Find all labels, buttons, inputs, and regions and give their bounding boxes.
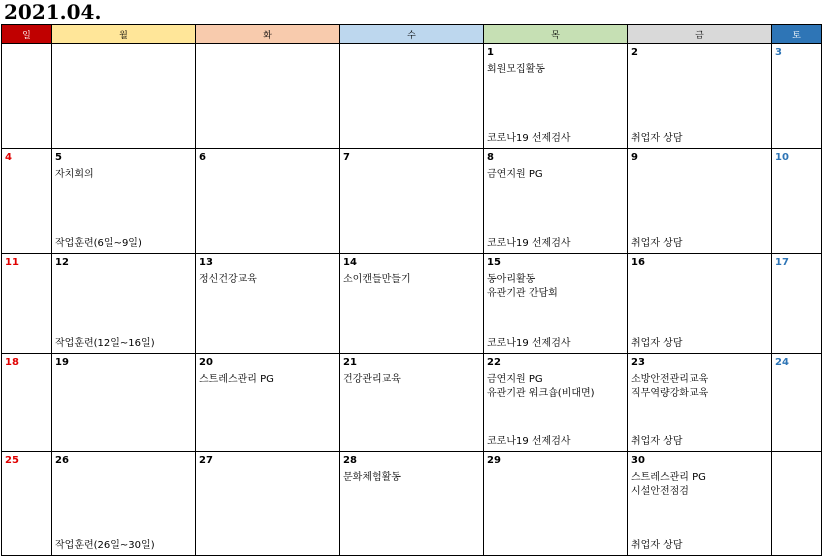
day-number: 26	[55, 455, 69, 466]
day-number: 3	[775, 47, 782, 58]
event-text: 정신건강교육	[199, 274, 257, 285]
event-text-bottom: 코로나19 선제검사	[487, 238, 571, 249]
day-cell[interactable]	[340, 452, 484, 556]
day-cell[interactable]	[340, 44, 484, 149]
event-text-bottom: 작업훈련(26일~30일)	[55, 540, 155, 551]
day-number: 15	[487, 257, 501, 268]
event-text: 유관기관 간담회	[487, 288, 558, 299]
event-text-bottom: 작업훈련(12일~16일)	[55, 338, 155, 349]
day-cell[interactable]	[52, 149, 196, 254]
day-number: 16	[631, 257, 645, 268]
day-cell[interactable]	[196, 149, 340, 254]
day-number: 20	[199, 357, 213, 368]
day-cell[interactable]	[772, 149, 822, 254]
weekday-header-thu: 목	[484, 25, 628, 44]
day-cell[interactable]	[340, 149, 484, 254]
event-text: 동아리활동	[487, 274, 536, 285]
day-number: 5	[55, 152, 62, 163]
calendar-grid	[1, 24, 822, 556]
day-cell[interactable]	[2, 354, 52, 452]
day-cell[interactable]	[628, 149, 772, 254]
day-number: 7	[343, 152, 350, 163]
day-cell[interactable]	[772, 354, 822, 452]
day-cell[interactable]	[196, 452, 340, 556]
weekday-header-fri: 금	[628, 25, 772, 44]
day-number: 14	[343, 257, 357, 268]
event-text: 직무역량강화교육	[631, 388, 709, 399]
weekday-header-wed: 수	[340, 25, 484, 44]
day-cell[interactable]	[628, 254, 772, 354]
day-number: 22	[487, 357, 501, 368]
weekday-header-mon: 월	[52, 25, 196, 44]
event-text: 유관기관 워크숍(비대면)	[487, 388, 595, 399]
event-text: 건강관리교육	[343, 374, 401, 385]
day-number: 18	[5, 357, 19, 368]
day-cell[interactable]	[628, 354, 772, 452]
event-text-bottom: 취업자 상담	[631, 133, 683, 144]
day-number: 2	[631, 47, 638, 58]
event-text: 회원모집활동	[487, 64, 545, 75]
day-cell[interactable]	[2, 452, 52, 556]
day-cell[interactable]	[340, 354, 484, 452]
day-number: 28	[343, 455, 357, 466]
day-cell[interactable]	[196, 44, 340, 149]
day-cell[interactable]	[52, 354, 196, 452]
day-number: 13	[199, 257, 213, 268]
weekday-header-tue: 화	[196, 25, 340, 44]
event-text-bottom: 취업자 상담	[631, 540, 683, 551]
day-cell[interactable]	[628, 44, 772, 149]
event-text-bottom: 코로나19 선제검사	[487, 338, 571, 349]
day-cell[interactable]	[196, 254, 340, 354]
weekday-header-sat: 토	[772, 25, 822, 44]
day-cell[interactable]	[2, 254, 52, 354]
day-cell[interactable]	[196, 354, 340, 452]
day-cell[interactable]	[484, 452, 628, 556]
day-number: 11	[5, 257, 19, 268]
day-number: 25	[5, 455, 19, 466]
day-number: 21	[343, 357, 357, 368]
event-text-bottom: 취업자 상담	[631, 338, 683, 349]
event-text-bottom: 코로나19 선제검사	[487, 436, 571, 447]
day-number: 19	[55, 357, 69, 368]
event-text: 시설안전점검	[631, 486, 689, 497]
event-text: 스트레스관리 PG	[631, 472, 706, 483]
day-cell[interactable]	[772, 452, 822, 556]
event-text: 소이캔들만들기	[343, 274, 411, 285]
day-cell[interactable]	[52, 44, 196, 149]
day-number: 6	[199, 152, 206, 163]
day-number: 17	[775, 257, 789, 268]
day-cell[interactable]	[484, 254, 628, 354]
event-text-bottom: 코로나19 선제검사	[487, 133, 571, 144]
day-number: 8	[487, 152, 494, 163]
day-cell[interactable]	[772, 44, 822, 149]
day-cell[interactable]	[484, 44, 628, 149]
event-text: 자치회의	[55, 169, 94, 180]
event-text: 스트레스관리 PG	[199, 374, 274, 385]
calendar-title: 2021.04.	[4, 0, 102, 24]
day-number: 9	[631, 152, 638, 163]
day-number: 4	[5, 152, 12, 163]
day-number: 10	[775, 152, 789, 163]
day-number: 30	[631, 455, 645, 466]
day-cell[interactable]	[772, 254, 822, 354]
event-text: 금연지원 PG	[487, 169, 543, 180]
day-cell[interactable]	[2, 149, 52, 254]
day-cell[interactable]	[2, 44, 52, 149]
event-text: 금연지원 PG	[487, 374, 543, 385]
event-text-bottom: 취업자 상담	[631, 238, 683, 249]
day-number: 27	[199, 455, 213, 466]
day-cell[interactable]	[484, 354, 628, 452]
day-cell[interactable]	[52, 254, 196, 354]
event-text-bottom: 취업자 상담	[631, 436, 683, 447]
day-number: 1	[487, 47, 494, 58]
event-text-bottom: 작업훈련(6일~9일)	[55, 238, 142, 249]
weekday-header-sun: 일	[2, 25, 52, 44]
day-number: 24	[775, 357, 789, 368]
day-number: 23	[631, 357, 645, 368]
day-cell[interactable]	[340, 254, 484, 354]
day-cell[interactable]	[628, 452, 772, 556]
event-text: 소방안전관리교육	[631, 374, 709, 385]
day-cell[interactable]	[484, 149, 628, 254]
day-cell[interactable]	[52, 452, 196, 556]
event-text: 문화체험활동	[343, 472, 401, 483]
day-number: 29	[487, 455, 501, 466]
day-number: 12	[55, 257, 69, 268]
